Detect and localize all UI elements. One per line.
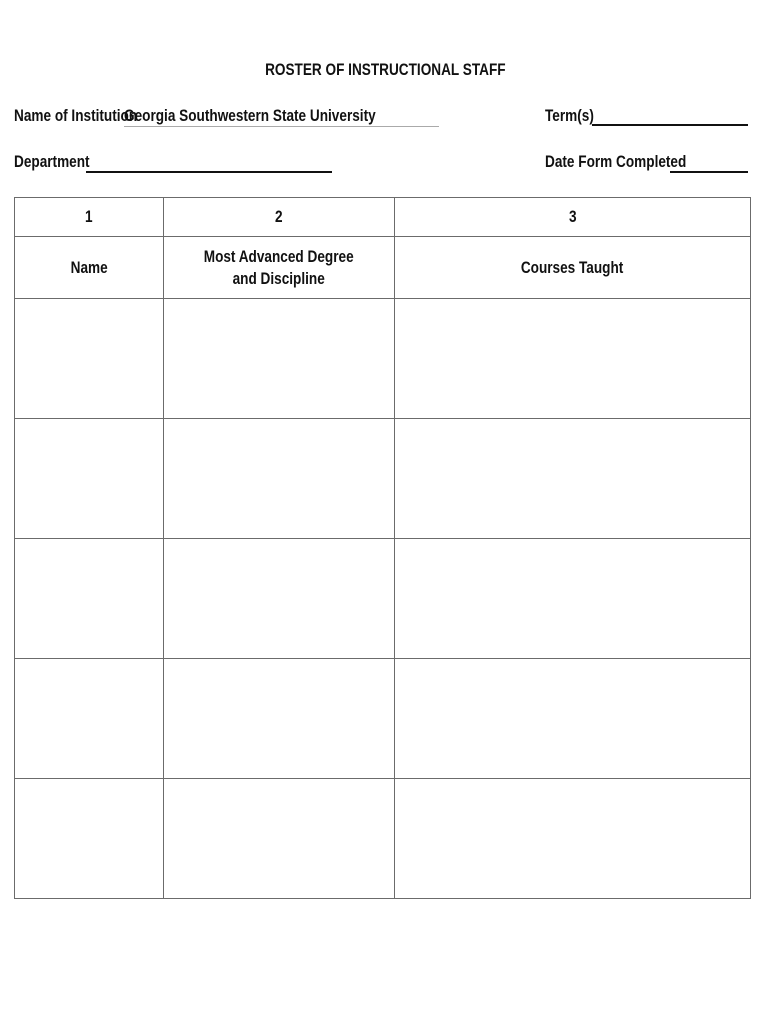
institution-value: Georgia Southwestern State University xyxy=(124,106,376,125)
degree-cell[interactable] xyxy=(164,779,395,899)
name-cell[interactable] xyxy=(15,659,164,779)
courses-cell[interactable] xyxy=(395,419,751,539)
form-title-text: ROSTER OF INSTRUCTIONAL STAFF xyxy=(264,60,506,79)
column-number-row xyxy=(15,198,751,237)
column-header-name xyxy=(15,237,164,299)
table-row xyxy=(15,659,751,779)
terms-row xyxy=(545,106,750,130)
department-row xyxy=(14,152,344,176)
degree-cell[interactable] xyxy=(164,299,395,419)
column-header-courses xyxy=(395,237,751,299)
name-cell[interactable] xyxy=(15,539,164,659)
column-number-text: 2 xyxy=(275,207,283,226)
roster-table xyxy=(14,197,751,899)
column-header-row xyxy=(15,237,751,299)
table-row xyxy=(15,539,751,659)
name-cell[interactable] xyxy=(15,299,164,419)
degree-cell[interactable] xyxy=(164,539,395,659)
date-field[interactable] xyxy=(670,153,748,173)
column-header-text: Most Advanced Degree and Discipline xyxy=(204,246,354,288)
courses-cell[interactable] xyxy=(395,539,751,659)
degree-cell[interactable] xyxy=(164,659,395,779)
column-number-text: 1 xyxy=(85,207,93,226)
courses-cell[interactable] xyxy=(395,299,751,419)
institution-row xyxy=(14,106,534,130)
column-number xyxy=(164,198,395,237)
column-header-text: Courses Taught xyxy=(521,257,624,277)
date-label: Date Form Completed xyxy=(545,152,687,171)
column-header-degree xyxy=(164,237,395,299)
courses-cell[interactable] xyxy=(395,779,751,899)
form-title xyxy=(0,60,770,80)
column-header-text: Name xyxy=(70,257,108,277)
column-number xyxy=(395,198,751,237)
institution-field[interactable] xyxy=(124,106,439,127)
name-cell[interactable] xyxy=(15,779,164,899)
table-row xyxy=(15,419,751,539)
table-row xyxy=(15,299,751,419)
department-field[interactable] xyxy=(86,153,332,173)
date-row xyxy=(545,152,750,176)
column-number xyxy=(15,198,164,237)
institution-label: Name of Institution xyxy=(14,106,138,125)
name-cell[interactable] xyxy=(15,419,164,539)
column-number-text: 3 xyxy=(568,207,577,226)
terms-field[interactable] xyxy=(592,106,748,126)
table-row xyxy=(15,779,751,899)
terms-label: Term(s) xyxy=(545,106,594,125)
department-label: Department xyxy=(14,152,90,171)
courses-cell[interactable] xyxy=(395,659,751,779)
degree-cell[interactable] xyxy=(164,419,395,539)
